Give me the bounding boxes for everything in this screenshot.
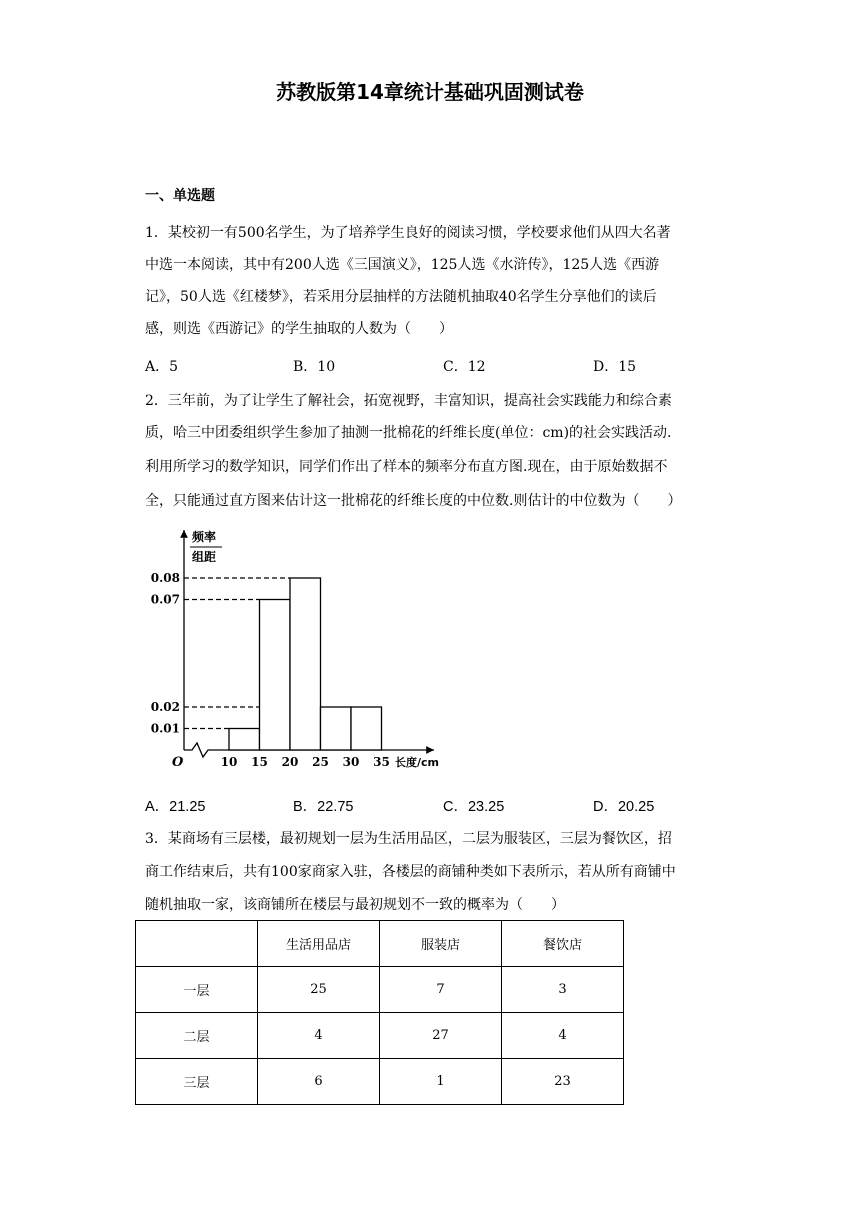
table-cell: 三层 [136,1059,258,1105]
table-header-cell [136,921,258,967]
table-cell: 一层 [136,967,258,1013]
y-tick-label: 0.01 [150,721,180,736]
table-cell: 4 [258,1013,380,1059]
q2-option-a: A．21.25 [145,799,206,815]
page-title: 苏教版第14章统计基础巩固测试卷 [276,80,584,104]
y-tick-label: 0.08 [150,571,180,585]
table-cell: 27 [380,1013,502,1059]
table-cell: 23 [502,1059,624,1105]
y-label-bottom: 组距 [192,550,217,564]
y-label-top: 频率 [192,530,217,544]
y-tick-label: 0.07 [150,592,180,607]
q2-option-c: C．23.25 [443,799,505,815]
q1-option-c: C．12 [443,359,486,375]
store-table [135,920,624,1105]
origin-label: O [172,755,184,770]
x-tick-label: 25 [312,755,329,769]
q3-line: 商工作结束后，共有100家商家入驻，各楼层的商铺种类如下表所示，若从所有商铺中 [145,864,676,880]
x-tick-label: 15 [251,755,268,769]
q2-option-b: B．22.75 [293,799,354,815]
table-row [136,967,624,1013]
q1-option-b: B．10 [293,359,336,375]
table-header-cell: 生活用品店 [258,921,380,967]
histogram-bar [229,729,260,751]
table-cell: 6 [258,1059,380,1105]
table-row [136,1013,624,1059]
table-header-cell: 服装店 [380,921,502,967]
histogram-bar [351,707,382,750]
table-row [136,1059,624,1105]
x-axis-label: 长度/cm [395,756,439,769]
q1-line: 1．某校初一有500名学生，为了培养学生良好的阅读习惯，学校要求他们从四大名著 [145,225,671,241]
q1-line: 中选一本阅读，其中有200人选《三国演义》，125人选《水浒传》，125人选《西游 [145,257,660,273]
y-tick-label: 0.02 [150,700,180,714]
q2-line: 利用所学习的数学知识，同学们作出了样本的频率分布直方图.现在，由于原始数据不 [145,459,668,475]
table-header-cell: 餐饮店 [502,921,624,967]
q1-option-a: A．5 [145,359,179,375]
q3-line: 随机抽取一家，该商铺所在楼层与最初规划不一致的概率为（ ） [145,897,565,913]
histogram-bars [229,578,382,750]
histogram-chart [140,525,450,775]
section-heading: 一、单选题 [145,188,215,204]
y-tick-labels [151,571,180,736]
x-tick-label: 20 [281,755,299,769]
q2-line: 质，哈三中团委组织学生参加了抽测一批棉花的纤维长度(单位：cm)的社会实践活动. [145,425,672,441]
x-tick-labels [221,755,390,769]
q2-option-d: D．20.25 [593,799,655,815]
table-cell: 4 [502,1013,624,1059]
table-cell: 3 [502,967,624,1013]
histogram-bar [260,600,291,751]
table-cell: 7 [380,967,502,1013]
q2-line: 全，只能通过直方图来估计这一批棉花的纤维长度的中位数.则估计的中位数为（ ） [145,493,682,509]
table-cell: 1 [380,1059,502,1105]
q1-line: 感，则选《西游记》的学生抽取的人数为（ ） [145,321,453,337]
table-cell: 25 [258,967,380,1013]
q3-line: 3．某商场有三层楼，最初规划一层为生活用品区，二层为服装区，三层为餐饮区，招 [145,831,672,847]
x-tick-label: 10 [220,755,238,769]
x-tick-label: 35 [373,755,390,769]
x-tick-label: 30 [342,755,360,769]
table-cell: 二层 [136,1013,258,1059]
histogram-bar [290,578,321,750]
q2-line: 2．三年前，为了让学生了解社会，拓宽视野，丰富知识，提高社会实践能力和综合素 [145,393,672,409]
histogram-bar [321,707,352,750]
table-header-row [136,921,624,967]
q1-line: 记》，50人选《红楼梦》，若采用分层抽样的方法随机抽取40名学生分享他们的读后 [145,289,657,305]
q1-option-d: D．15 [593,359,637,375]
